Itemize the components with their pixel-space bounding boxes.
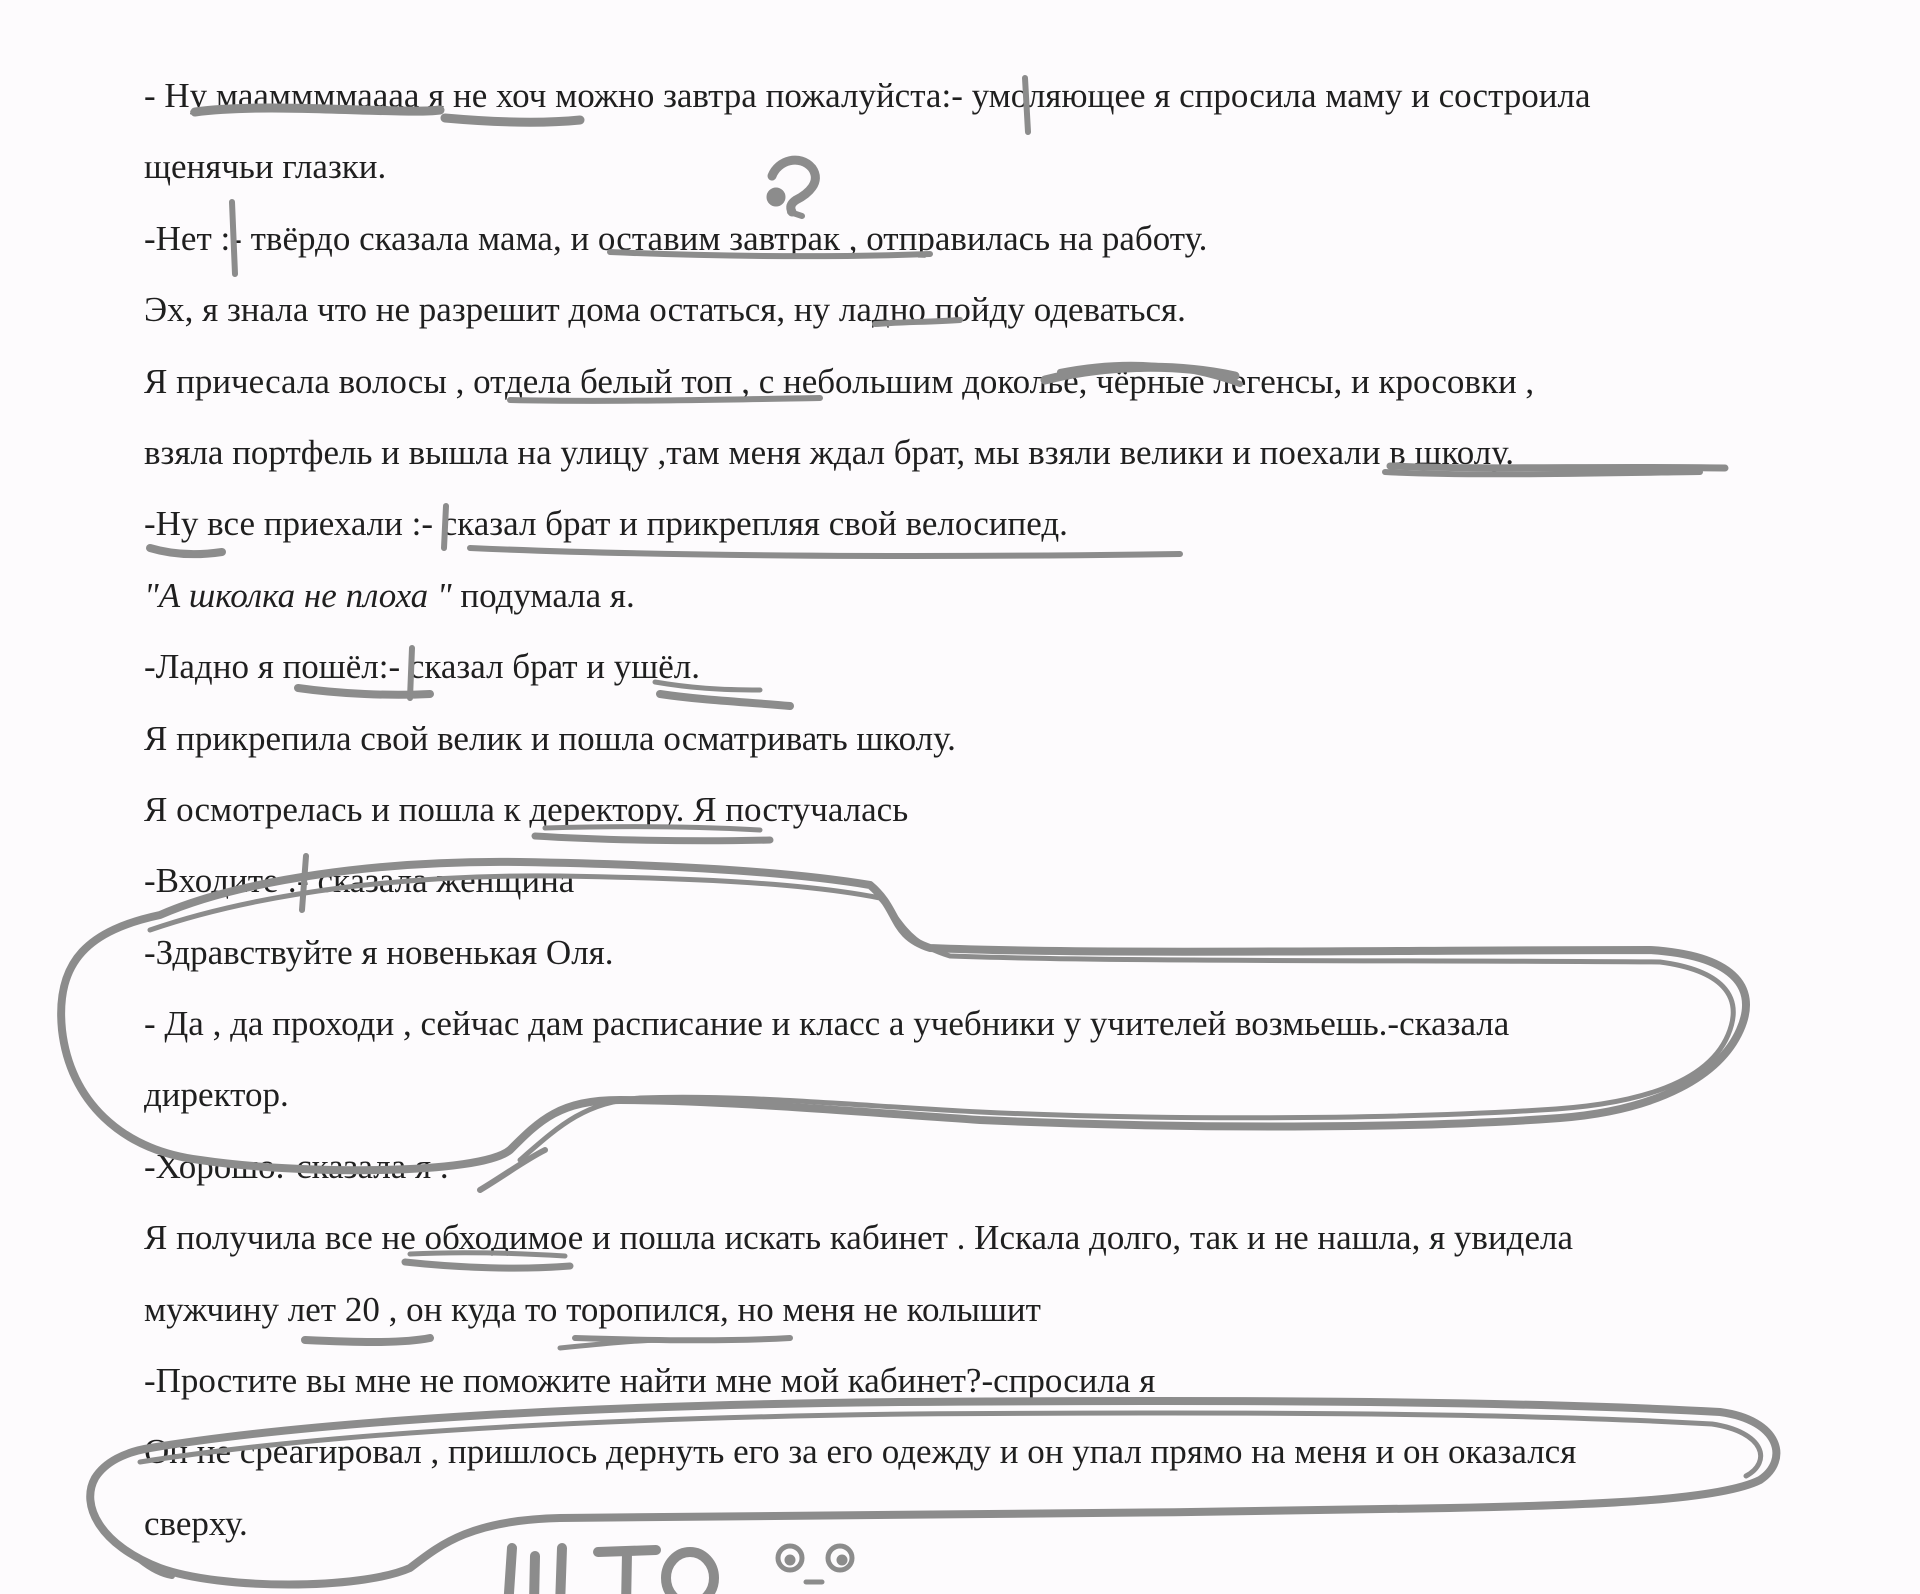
text-line: Я осмотрелась и пошла к деректору. Я постучалась	[144, 789, 909, 829]
thought-quote: "А школка не плоха "	[144, 575, 452, 615]
text-line: Эх, я знала что не разрешит дома остаться, ну ладно пойду одеваться.	[144, 290, 1186, 330]
text-line: -Ну все приехали :- сказал брат и прикрепляя свой велосипед.	[144, 504, 1068, 544]
text-line: сверху.	[144, 1503, 248, 1543]
text-line: щенячьи глазки.	[144, 147, 387, 187]
text-line: -Простите вы мне не поможите найти мне мой кабинет?-спросила я	[144, 1361, 1156, 1401]
text-line: - Да , да проходи , сейчас дам расписание и класс а учебники у учителей возмьешь.-сказала	[144, 1004, 1510, 1044]
text-line: Он не среагировал , пришлось дернуть его за его одежду и он упал прямо на меня и он оказался	[144, 1432, 1577, 1472]
text-line: Я прикрепила свой велик и пошла осматривать школу.	[144, 718, 956, 758]
story-text	[144, 68, 1784, 1567]
text-line: взяла портфель и вышла на улицу ,там меня ждал брат, мы взяли велики и поехали в школу.	[144, 432, 1514, 472]
text-line: -Входите :- сказала женщина	[144, 861, 575, 901]
text-line: директор.	[144, 1075, 289, 1115]
text-line: -Хорошо.-сказала я .	[144, 1146, 449, 1186]
text-line: - Ну мааммммаааа я не хоч можно завтра пожалуйста:- умоляющее я спросила маму и состроила	[144, 76, 1591, 115]
text-line: Я причесала волосы , отдела белый топ , с небольшим доколье, чёрные легенсы, и кросовки ,	[144, 361, 1535, 401]
text-line: -Нет :- твёрдо сказала мама, и оставим завтрак , отправилась на работу.	[144, 218, 1208, 258]
text-line: мужчину лет 20 , он куда то торопился, но меня не колышит	[144, 1289, 1041, 1329]
thought-tag: подумала я.	[460, 575, 635, 615]
text-line: -Здравствуйте я новенькая Оля.	[144, 932, 614, 972]
text-line: Я получила все не обходимое и пошла искать кабинет . Искала долго, так и не нашла, я увидела	[144, 1218, 1574, 1258]
text-line-thought	[144, 568, 1784, 639]
text-line: -Ладно я пошёл:- сказал брат и ушёл.	[144, 647, 700, 687]
